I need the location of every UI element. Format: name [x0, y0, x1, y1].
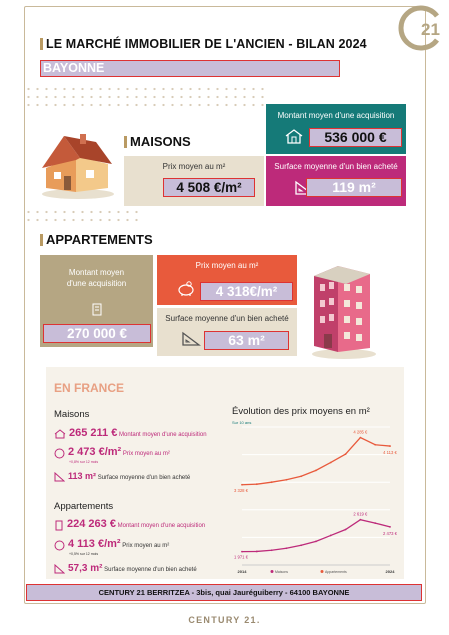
france-maisons-m2-label: Prix moyen au m²: [122, 451, 170, 457]
building-outline-icon: [54, 520, 64, 531]
maisons-avg-acquisition-label: Montant moyen d'une acquisition: [277, 111, 395, 120]
chart-point: [271, 481, 273, 483]
france-apparts-acq-row: [54, 518, 205, 531]
appartements-heading: APPARTEMENTS: [46, 232, 153, 247]
chart-series-line-0: [242, 438, 390, 485]
france-apparts-surf-value: 57,3 m²: [68, 563, 103, 574]
coin-icon: [54, 448, 65, 459]
france-apparts-acq-value: 224 263 €: [67, 518, 116, 530]
chart-point: [345, 453, 347, 455]
france-maisons-m2-row: [54, 446, 170, 459]
chart-x-tick-label: 2014: [237, 569, 247, 574]
apartment-building-illustration: [308, 260, 378, 360]
decorative-dots: [24, 85, 264, 110]
france-maisons-surf-value: 113 m²: [68, 471, 97, 481]
chart-title: Évolution des prix moyens en m²: [232, 406, 370, 417]
france-apparts-m2-value: 4 113 €/m²: [68, 538, 121, 550]
chart-point: [330, 535, 332, 537]
chart-point: [345, 529, 347, 531]
france-apparts-label: Appartements: [54, 501, 114, 512]
set-square-icon: [54, 472, 65, 482]
chart-point: [389, 526, 391, 528]
chart-point: [315, 540, 317, 542]
price-evolution-chart: [232, 403, 402, 579]
apparts-price-m2-label: Prix moyen au m²: [195, 261, 259, 270]
chart-point: [360, 519, 362, 521]
chart-point: [374, 444, 376, 446]
apparts-surface-label: Surface moyenne d'un bien acheté: [165, 314, 289, 323]
chart-data-label: 3 328 €: [234, 487, 248, 493]
france-apparts-m2-note: +0,5% sur 12 mois: [69, 552, 99, 556]
maisons-heading: MAISONS: [130, 134, 191, 149]
logo-text: 21: [421, 20, 440, 39]
france-maisons-m2-note: +0,8% sur 12 mois: [69, 460, 99, 464]
apparts-price-m2-value: 4 318€/m²: [200, 282, 293, 301]
chart-data-label: 2 473 €: [383, 530, 397, 536]
chart-point: [330, 462, 332, 464]
chart-data-label: 1 971 €: [234, 554, 248, 560]
france-section: [46, 367, 404, 579]
france-apparts-surf-label: Surface moyenne d'un bien acheté: [104, 567, 197, 573]
brand-footer: CENTURY 21.: [188, 615, 261, 625]
building-outline-icon: [90, 302, 104, 316]
france-apparts-m2-label: Prix moyen au m²: [122, 543, 170, 549]
city-name: BAYONNE: [40, 60, 340, 77]
chart-data-label: 4 285 €: [353, 429, 368, 435]
france-apparts-acq-label: Montant moyen d'une acquisition: [117, 523, 206, 529]
apparts-avg-acquisition-label-2: d'une acquisition: [66, 279, 127, 288]
set-square-icon: [181, 331, 201, 347]
century21-logo: [393, 2, 445, 54]
chart-point: [241, 484, 243, 486]
chart-x-tick-label: 2024: [385, 569, 395, 574]
france-maisons-surf-label: Surface moyenne d'un bien acheté: [97, 475, 191, 481]
chart-point: [286, 479, 288, 481]
chart-point: [360, 437, 362, 439]
chart-legend-label: Maisons: [275, 570, 289, 574]
france-heading: EN FRANCE: [54, 381, 125, 395]
decorative-dots-2: [24, 208, 144, 226]
chart-legend-marker: [271, 570, 274, 573]
chart-point: [271, 549, 273, 551]
apparts-avg-acquisition-label-1: Montant moyen: [68, 268, 125, 277]
chart-point: [300, 475, 302, 477]
house-illustration: [36, 130, 116, 200]
chart-point: [389, 445, 391, 447]
maisons-surface-value: 119 m²: [306, 178, 402, 197]
set-square-icon: [54, 564, 65, 574]
chart-point: [315, 469, 317, 471]
france-maisons-acq-row: [54, 427, 207, 439]
maisons-surface-label: Surface moyenne d'un bien acheté: [274, 162, 398, 171]
chart-legend-marker: [321, 570, 324, 573]
france-maisons-label: Maisons: [54, 409, 90, 420]
chart-subtitle: Sur 10 ans: [232, 420, 252, 425]
maisons-accent-bar: [124, 136, 127, 148]
agency-footer: CENTURY 21 BERRITZEA - 3bis, quai Jauréguiberry - 64100 BAYONNE: [26, 584, 422, 601]
france-apparts-m2-row: [54, 538, 169, 551]
coin-icon: [54, 540, 65, 551]
chart-point: [241, 551, 243, 553]
house-outline-icon: [54, 429, 66, 439]
chart-data-label: 4 113 €: [383, 450, 397, 456]
piggy-bank-icon: [177, 281, 195, 297]
france-maisons-acq-label: Montant moyen d'une acquisition: [119, 432, 207, 438]
chart-data-label: 2 619 €: [353, 511, 368, 517]
maisons-price-m2-label: Prix moyen au m²: [162, 162, 226, 171]
france-apparts-surf-row: [54, 563, 197, 574]
france-maisons-m2-value: 2 473 €/m²: [68, 446, 122, 458]
house-outline-icon: [284, 128, 304, 144]
appartements-accent-bar: [40, 234, 43, 246]
chart-point: [256, 551, 258, 553]
france-maisons-acq-value: 265 211 €: [69, 427, 118, 439]
page-title: LE MARCHÉ IMMOBILIER DE L'ANCIEN - BILAN 2024: [46, 37, 367, 51]
maisons-avg-acquisition-value: 536 000 €: [309, 128, 402, 147]
title-accent-bar: [40, 38, 43, 50]
chart-point: [300, 544, 302, 546]
france-maisons-surf-row: [54, 471, 190, 482]
chart-legend-label: Appartements: [325, 570, 347, 574]
chart-point: [256, 483, 258, 485]
apparts-avg-acquisition-value: 270 000 €: [43, 324, 151, 343]
chart-point: [374, 522, 376, 524]
chart-point: [286, 547, 288, 549]
apparts-surface-value: 63 m²: [204, 331, 289, 350]
chart-series-line-1: [242, 520, 390, 552]
maisons-price-m2-value: 4 508 €/m²: [163, 178, 255, 197]
